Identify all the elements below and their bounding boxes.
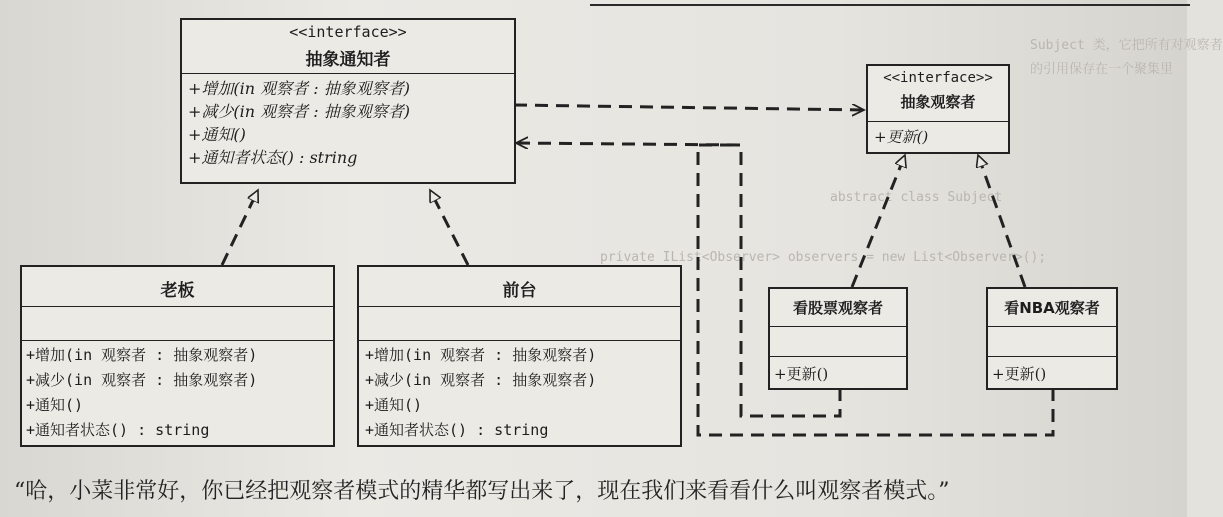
- operation: +通知(): [188, 125, 246, 144]
- subject-interface-box: [180, 18, 516, 184]
- class-name: 抽象观察者: [900, 93, 976, 111]
- attributes-compartment: [359, 307, 680, 341]
- secretary-realization-line: [430, 190, 468, 265]
- attributes-compartment: [770, 327, 906, 357]
- operations-compartment: [182, 74, 514, 169]
- subject-observer-dependency-line: [514, 105, 864, 110]
- operation: +通知者状态() : string: [365, 421, 549, 439]
- bleed-through-text: abstract class Subject: [830, 190, 1003, 205]
- operations-compartment: [868, 122, 1008, 147]
- class-name-compartment: [988, 289, 1116, 327]
- operation: +更新(): [774, 365, 829, 383]
- bleed-through-text: Subject 类，它把所有对观察者: [1030, 38, 1223, 53]
- operation: +通知(): [365, 396, 423, 414]
- class-name: 看NBA观察者: [1004, 299, 1100, 317]
- stock-realization-line: [852, 155, 905, 287]
- attributes-compartment: [22, 307, 333, 341]
- nba-observer-box: [986, 287, 1118, 390]
- operation: +更新(): [874, 128, 929, 146]
- nba-realization-line: [978, 155, 1025, 287]
- class-name-compartment: [359, 267, 680, 307]
- operation: +增加(in 观察者 : 抽象观察者): [188, 79, 410, 98]
- operation: +更新(): [992, 365, 1047, 383]
- operations-compartment: [988, 357, 1116, 384]
- operation: +减少(in 观察者 : 抽象观察者): [188, 102, 410, 121]
- class-name-compartment: [770, 289, 906, 327]
- operation: +减少(in 观察者 : 抽象观察者): [26, 371, 258, 389]
- operation: +增加(in 观察者 : 抽象观察者): [26, 346, 258, 364]
- class-name: 前台: [502, 281, 537, 301]
- boss-class-box: [20, 265, 335, 447]
- operation: +通知者状态() : string: [188, 148, 358, 167]
- class-name: 老板: [160, 281, 195, 301]
- boss-realization-line: [222, 190, 258, 265]
- operations-compartment: [770, 357, 906, 384]
- operations-compartment: [22, 341, 333, 443]
- quote-text: “哈，小菜非常好，你已经把观察者模式的精华都写出来了，现在我们来看看什么叫观察者模式。”: [14, 479, 950, 504]
- operation: +通知者状态() : string: [26, 421, 210, 439]
- operation: +增加(in 观察者 : 抽象观察者): [365, 346, 597, 364]
- bleed-through-text: private IList<Observer> observers = new List<Observer>();: [600, 250, 1047, 265]
- observer-interface-box: [866, 64, 1010, 154]
- class-name: 抽象通知者: [305, 50, 391, 70]
- class-name: 看股票观察者: [792, 299, 883, 317]
- secretary-class-box: [357, 265, 682, 447]
- operation: +通知(): [26, 396, 84, 414]
- operations-compartment: [359, 341, 680, 443]
- class-name-compartment: [22, 267, 333, 307]
- bleed-through-text: 的引用保存在一个聚集里: [1030, 62, 1174, 77]
- stereotype-label: <<interface>>: [289, 23, 407, 41]
- subject-interface-header: [182, 20, 514, 74]
- stereotype-label: <<interface>>: [883, 70, 993, 86]
- stock-observer-box: [768, 287, 908, 390]
- operation: +减少(in 观察者 : 抽象观察者): [365, 371, 597, 389]
- observer-interface-header: [868, 66, 1008, 122]
- attributes-compartment: [988, 327, 1116, 357]
